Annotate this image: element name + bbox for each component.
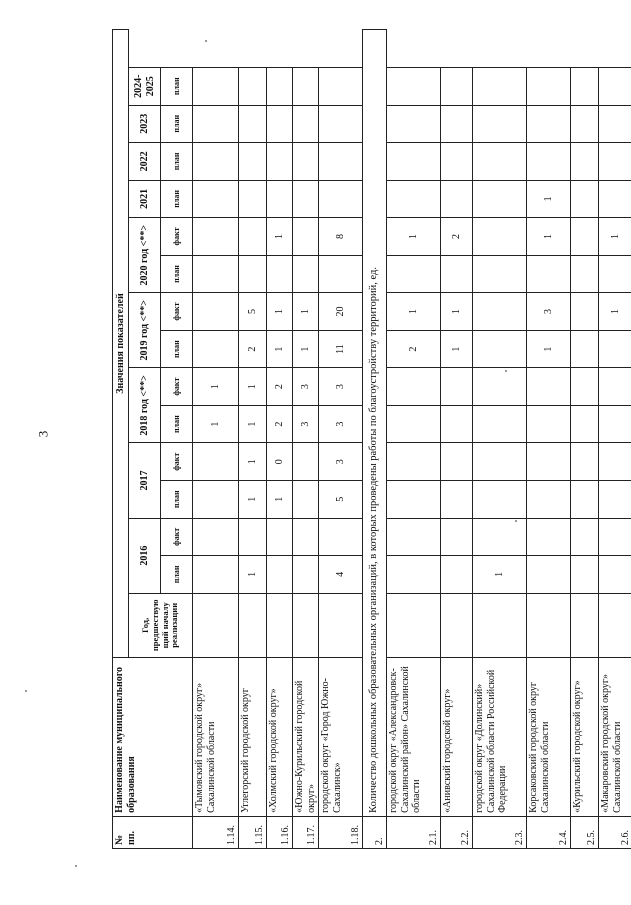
header-plan: план [161,556,193,594]
municipality-name: «Анивский городской округ» [441,658,473,817]
table-row [387,30,441,849]
value-cell: 0 [267,443,293,481]
value-cell [387,518,441,556]
value-cell: 1 [599,293,631,331]
value-cell: 2 [387,330,441,368]
value-cell: 11 [319,330,363,368]
value-cell: 1 [239,556,267,594]
value-cell [387,480,441,518]
municipality-name: Углегорский городской округ [239,658,267,817]
header-year: 2018 год <**> [129,368,161,443]
value-cell [387,255,441,293]
value-cell [193,143,239,181]
value-cell: 2 [267,368,293,406]
value-cell: 3 [319,405,363,443]
value-cell: 1 [239,480,267,518]
value-cell [293,180,319,218]
rotated-table-area [112,29,631,849]
value-cell [293,593,319,657]
row-number: 1.15. [239,816,267,848]
value-cell: 1 [239,368,267,406]
value-cell [239,105,267,143]
value-cell [527,593,571,657]
header-year: 2024- 2025 [129,67,161,105]
header-plan: план [161,480,193,518]
table-row [193,30,239,849]
value-cell [239,180,267,218]
value-cell [527,480,571,518]
header-year-prior: Год, предшествую щий началу реализации [129,593,193,657]
value-cell [193,556,239,594]
value-cell [527,405,571,443]
value-cell [441,105,473,143]
municipality-name: «Тымовский городской округ» Сахалинской области [193,658,239,817]
value-cell [239,143,267,181]
value-cell: 3 [293,368,319,406]
value-cell [473,443,527,481]
row-number: 2.2. [441,816,473,848]
value-cell: 1 [387,218,441,256]
value-cell [293,105,319,143]
value-cell [473,293,527,331]
value-cell [441,593,473,657]
value-cell [293,443,319,481]
header-num: № пп. [113,816,193,848]
value-cell [267,67,293,105]
value-cell [441,518,473,556]
value-cell [571,67,599,105]
value-cell: 3 [293,405,319,443]
table-body-section2 [387,30,631,849]
value-cell [473,405,527,443]
value-cell [527,368,571,406]
table-row [473,30,527,849]
header-fact: факт [161,443,193,481]
value-cell [193,180,239,218]
value-cell [193,293,239,331]
section-num: 2. [363,816,387,848]
value-cell [571,293,599,331]
value-cell [239,67,267,105]
value-cell [293,255,319,293]
header-fact: факт [161,293,193,331]
value-cell: 3 [319,443,363,481]
row-number: 1.14. [193,816,239,848]
value-cell [473,330,527,368]
value-cell [293,480,319,518]
header-plan: план [161,330,193,368]
header-fact: факт [161,518,193,556]
header-fact: факт [161,368,193,406]
value-cell [319,255,363,293]
value-cell [441,443,473,481]
value-cell: 1 [193,368,239,406]
municipality-name: Корсаковский городской округ Сахалинской области [527,658,571,817]
table-row [441,30,473,849]
value-cell [319,593,363,657]
value-cell: 1 [267,218,293,256]
value-cell [571,330,599,368]
value-cell [267,180,293,218]
value-cell [473,105,527,143]
header-year: 2016 [129,518,161,593]
header-plan: план [161,143,193,181]
value-cell: 5 [319,480,363,518]
value-cell [387,593,441,657]
value-cell [571,218,599,256]
header-year: 2022 [129,143,161,181]
value-cell [387,143,441,181]
value-cell [441,405,473,443]
value-cell [193,105,239,143]
value-cell [387,443,441,481]
municipality-name: «Южно-Курильский городской округ» [293,658,319,817]
section-2 [363,30,387,849]
value-cell: 1 [239,443,267,481]
value-cell [473,143,527,181]
row-number: 2.6. [599,816,631,848]
value-cell [441,180,473,218]
table-row [267,30,293,849]
value-cell [599,593,631,657]
value-cell [599,443,631,481]
header-fact: факт [161,218,193,256]
value-cell: 8 [319,218,363,256]
scan-speck [75,865,77,867]
value-cell: 2 [267,405,293,443]
header-plan: план [161,405,193,443]
value-cell: 1 [599,218,631,256]
table-row [599,30,631,849]
value-cell [527,67,571,105]
value-cell [599,180,631,218]
value-cell [599,405,631,443]
header-plan: план [161,180,193,218]
value-cell [319,180,363,218]
value-cell: 2 [441,218,473,256]
value-cell [599,368,631,406]
indicators-table [112,29,631,849]
value-cell [239,593,267,657]
value-cell [387,105,441,143]
header-year: 2021 [129,180,161,218]
value-cell [473,593,527,657]
value-cell [527,556,571,594]
value-cell [571,443,599,481]
value-cell: 1 [293,293,319,331]
value-cell: 1 [267,293,293,331]
value-cell [441,143,473,181]
value-cell [293,518,319,556]
section-title: Количество дошкольных образовательных организаций, в которых проведены работы по благоустройству территорий, ед. [363,30,387,817]
value-cell: 1 [267,330,293,368]
value-cell [473,368,527,406]
value-cell [441,480,473,518]
header-name: Наименование муниципального образования [113,658,193,817]
value-cell [267,556,293,594]
header-values-title: Значения показателей [113,30,129,658]
value-cell [571,368,599,406]
value-cell [387,556,441,594]
value-cell [571,405,599,443]
municipality-name: городской округ «Долинский» Сахалинской области Российской Федерации [473,658,527,817]
value-cell: 1 [239,405,267,443]
value-cell [571,593,599,657]
municipality-name: городской округ «Город Южно-Сахалинск» [319,658,363,817]
header-year: 2019 год <**> [129,293,161,368]
value-cell: 1 [527,330,571,368]
table-row [319,30,363,849]
table-header [113,30,193,849]
value-cell [527,255,571,293]
row-number: 1.17. [293,816,319,848]
value-cell [293,218,319,256]
value-cell [441,255,473,293]
value-cell [571,105,599,143]
value-cell [319,105,363,143]
header-plan: план [161,105,193,143]
value-cell [267,593,293,657]
value-cell [571,255,599,293]
value-cell: 20 [319,293,363,331]
value-cell: 1 [473,556,527,594]
row-number: 1.16. [267,816,293,848]
table-row [527,30,571,849]
value-cell [599,556,631,594]
municipality-name: городской округ «Александровск-Сахалинский район» Сахалинской области [387,658,441,817]
value-cell [599,480,631,518]
table-body-section1 [193,30,363,849]
value-cell [527,105,571,143]
value-cell [319,518,363,556]
table-row [571,30,599,849]
value-cell [527,443,571,481]
municipality-name: «Холмский городской округ» [267,658,293,817]
value-cell [387,180,441,218]
header-year: 2017 [129,443,161,518]
value-cell [387,368,441,406]
value-cell: 1 [267,480,293,518]
value-cell [599,67,631,105]
value-cell [239,218,267,256]
value-cell [267,143,293,181]
value-cell [527,143,571,181]
value-cell [239,255,267,293]
value-cell [473,518,527,556]
value-cell: 5 [239,293,267,331]
scan-speck [25,690,27,692]
value-cell [571,143,599,181]
row-number: 2.5. [571,816,599,848]
value-cell [571,480,599,518]
header-year: 2020 год <**> [129,218,161,293]
value-cell [441,556,473,594]
value-cell [599,518,631,556]
row-number: 1.18. [319,816,363,848]
row-number: 2.1. [387,816,441,848]
header-plan: план [161,67,193,105]
value-cell [473,180,527,218]
value-cell [319,143,363,181]
value-cell [293,143,319,181]
value-cell [473,255,527,293]
value-cell [599,143,631,181]
page-number: 3 [35,430,51,438]
value-cell: 1 [387,293,441,331]
value-cell [473,67,527,105]
table-row [293,30,319,849]
municipality-name: «Курильский городской округ» [571,658,599,817]
row-number: 2.3. [473,816,527,848]
value-cell [473,218,527,256]
value-cell [193,255,239,293]
value-cell: 3 [527,293,571,331]
value-cell [387,405,441,443]
value-cell [599,105,631,143]
municipality-name: «Макаровский городской округ» Сахалинской области [599,658,631,817]
value-cell [319,67,363,105]
value-cell: 1 [293,330,319,368]
value-cell [473,480,527,518]
value-cell [267,255,293,293]
row-number: 2.4. [527,816,571,848]
value-cell [599,255,631,293]
value-cell: 4 [319,556,363,594]
header-plan: план [161,255,193,293]
value-cell: 3 [319,368,363,406]
value-cell: 1 [441,330,473,368]
value-cell [441,67,473,105]
value-cell [599,330,631,368]
value-cell [571,518,599,556]
value-cell: 1 [527,218,571,256]
value-cell [293,67,319,105]
value-cell: 1 [193,405,239,443]
value-cell [193,67,239,105]
value-cell [193,593,239,657]
value-cell: 1 [527,180,571,218]
value-cell [193,218,239,256]
value-cell [193,443,239,481]
value-cell [193,480,239,518]
value-cell [571,180,599,218]
value-cell [193,330,239,368]
header-year: 2023 [129,105,161,143]
value-cell [239,518,267,556]
value-cell [571,556,599,594]
value-cell [293,556,319,594]
value-cell [387,67,441,105]
value-cell: 1 [441,293,473,331]
value-cell: 2 [239,330,267,368]
value-cell [441,368,473,406]
value-cell [193,518,239,556]
table-row [239,30,267,849]
value-cell [267,518,293,556]
value-cell [267,105,293,143]
value-cell [527,518,571,556]
